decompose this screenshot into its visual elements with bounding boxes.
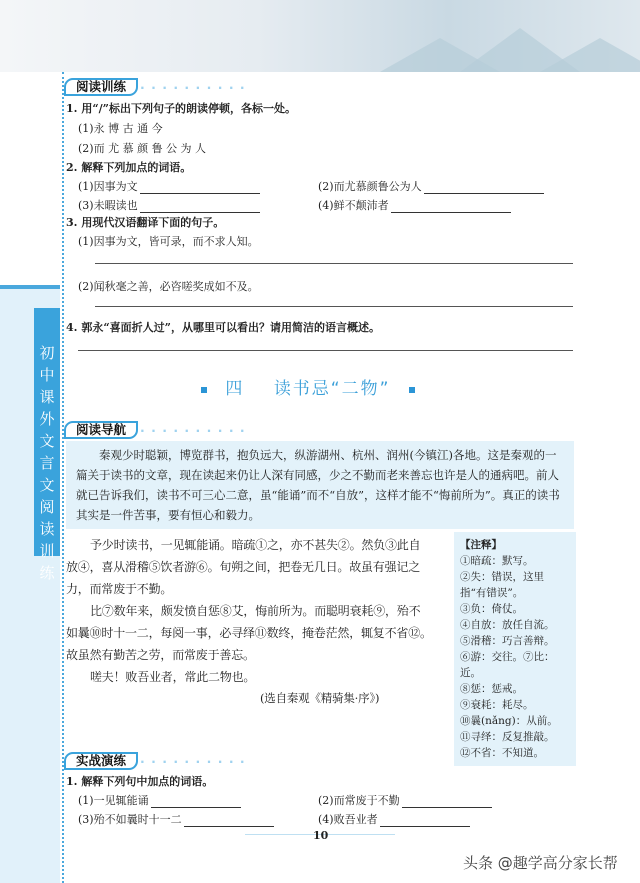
answer-line[interactable] — [95, 263, 573, 264]
note-item: ③负：倚仗。 — [460, 603, 523, 615]
passage-line: 比⑦数年来，颇发愤自惩⑧艾，悔前所为。而聪明衰耗⑨，殆不 — [90, 604, 421, 618]
section-header-reading-training: 阅读训练 · · · — [64, 78, 138, 96]
note-item: ⑤滑稽：巧言善辩。 — [460, 635, 555, 647]
question-4: 4. 郭永“喜面折人过”，从哪里可以看出？请用简洁的语言概述。 — [66, 321, 380, 334]
question-2-1 — [78, 178, 260, 194]
label: (1)因事为文 — [78, 180, 138, 193]
watermark: 头条 @趣学高分家长帮 — [463, 854, 618, 872]
side-title: 初中课外文言文阅读训练 — [34, 308, 60, 556]
answer-line[interactable] — [95, 306, 573, 307]
answer-blank[interactable] — [184, 816, 274, 827]
decor-squares-icon — [200, 379, 208, 399]
passage-line: 故虽然有勤苦之劳，而常废于善忘。 — [66, 648, 255, 662]
answer-line[interactable] — [78, 350, 573, 351]
note-item: ⑫不省：不知道。 — [460, 747, 544, 759]
passage-source: (选自秦观《精骑集·序》) — [260, 691, 380, 705]
label: (4)鲜不颠沛者 — [318, 199, 389, 212]
passage-line: 如曩⑩时十一二，每阅一事，必寻绎⑪数终，掩卷茫然，辄复不省⑫。 — [66, 626, 432, 640]
label: (1)一见辄能诵 — [78, 794, 149, 807]
section-header-practice: 实战演练 · · · — [64, 752, 138, 770]
question-1-1: (1)永 博 古 通 今 — [78, 122, 163, 135]
practice-1-4 — [318, 811, 470, 827]
label: (4)败吾业者 — [318, 813, 378, 826]
question-1: 1. 用“/”标出下列句子的朗读停顿，各标一处。 — [66, 102, 296, 115]
practice-1-1 — [78, 792, 241, 808]
section-header-reading-guide: 阅读导航 · · · — [64, 421, 138, 439]
answer-blank[interactable] — [151, 797, 241, 808]
label: (2)而常废于不勤 — [318, 794, 400, 807]
label: (3)殆不如曩时十一二 — [78, 813, 182, 826]
question-2-3 — [78, 197, 260, 213]
answer-blank[interactable] — [380, 816, 470, 827]
note-item: ①暗疏：默写。 — [460, 555, 534, 567]
passage-line: 予少时读书，一见辄能诵。暗疏①之，亦不甚失②。然负③此自 — [90, 538, 421, 552]
practice-1-3 — [78, 811, 274, 827]
note-item: ④自放：放任自流。 — [460, 619, 555, 631]
note-item: ⑨衰耗：耗尽。 — [460, 699, 534, 711]
reading-guide-text: 秦观少时聪颖，博览群书，抱负远大，纵游湖州、杭州、润州(今镇江)各地。这是秦观的一篇关于读书的文章，现在读起来仍让人深有同感，少之不勤而老来善忘也许是人的通病吧。前人就已告诉我们，读书不可三心二意，虽“能诵”而不“自放”，这样才能不“悔前所为”。真正的读书其实是一件苦事，要有恒心和毅力。 — [66, 441, 574, 529]
practice-question-1: 1. 解释下列句中加点的词语。 — [66, 775, 214, 788]
annotations-box — [454, 532, 576, 766]
answer-blank[interactable] — [402, 797, 492, 808]
lesson-title — [200, 374, 416, 399]
answer-blank[interactable] — [424, 183, 544, 194]
question-2-2 — [318, 178, 544, 194]
page-number: 10 — [313, 829, 329, 842]
header-landscape-banner — [0, 0, 640, 72]
passage-line: 力，而常废于不勤。 — [66, 582, 173, 596]
question-3-1: (1)因事为文，皆可录，而不求人知。 — [78, 235, 259, 248]
label: (3)未暇读也 — [78, 199, 138, 212]
note-item: ⑧惩：惩戒。 — [460, 683, 523, 695]
note-item: ⑥游：交往。⑦比：近。 — [460, 651, 555, 679]
label: (2)而尤慕颜鲁公为人 — [318, 180, 422, 193]
question-2-4 — [318, 197, 511, 213]
decor-squares-icon — [408, 379, 416, 399]
lesson-name: 读书忌“二物” — [273, 379, 391, 399]
notes-title: 【注释】 — [460, 539, 502, 551]
question-1-2: (2)而 尤 慕 颜 鲁 公 为 人 — [78, 142, 207, 155]
note-item: ②失：错误，这里指“有错误”。 — [460, 571, 544, 599]
practice-1-2 — [318, 792, 492, 808]
answer-blank[interactable] — [391, 202, 511, 213]
question-3-2: (2)闻秋毫之善，必咨嗟奖成如不及。 — [78, 280, 259, 293]
passage-line: 嗟夫！败吾业者，常此二物也。 — [90, 670, 256, 684]
answer-blank[interactable] — [140, 202, 260, 213]
lesson-number: 四 — [225, 379, 245, 399]
note-item: ⑩曩(nǎng)：从前。 — [460, 715, 558, 727]
question-2: 2. 解释下列加点的词语。 — [66, 161, 192, 174]
passage-line: 放④，喜从滑稽⑤饮者游⑥。旬朔之间，把卷无几日。故虽有强记之 — [66, 560, 421, 574]
answer-blank[interactable] — [140, 183, 260, 194]
question-3: 3. 用现代汉语翻译下面的句子。 — [66, 216, 225, 229]
note-item: ⑪寻绎：反复推敲。 — [460, 731, 555, 743]
